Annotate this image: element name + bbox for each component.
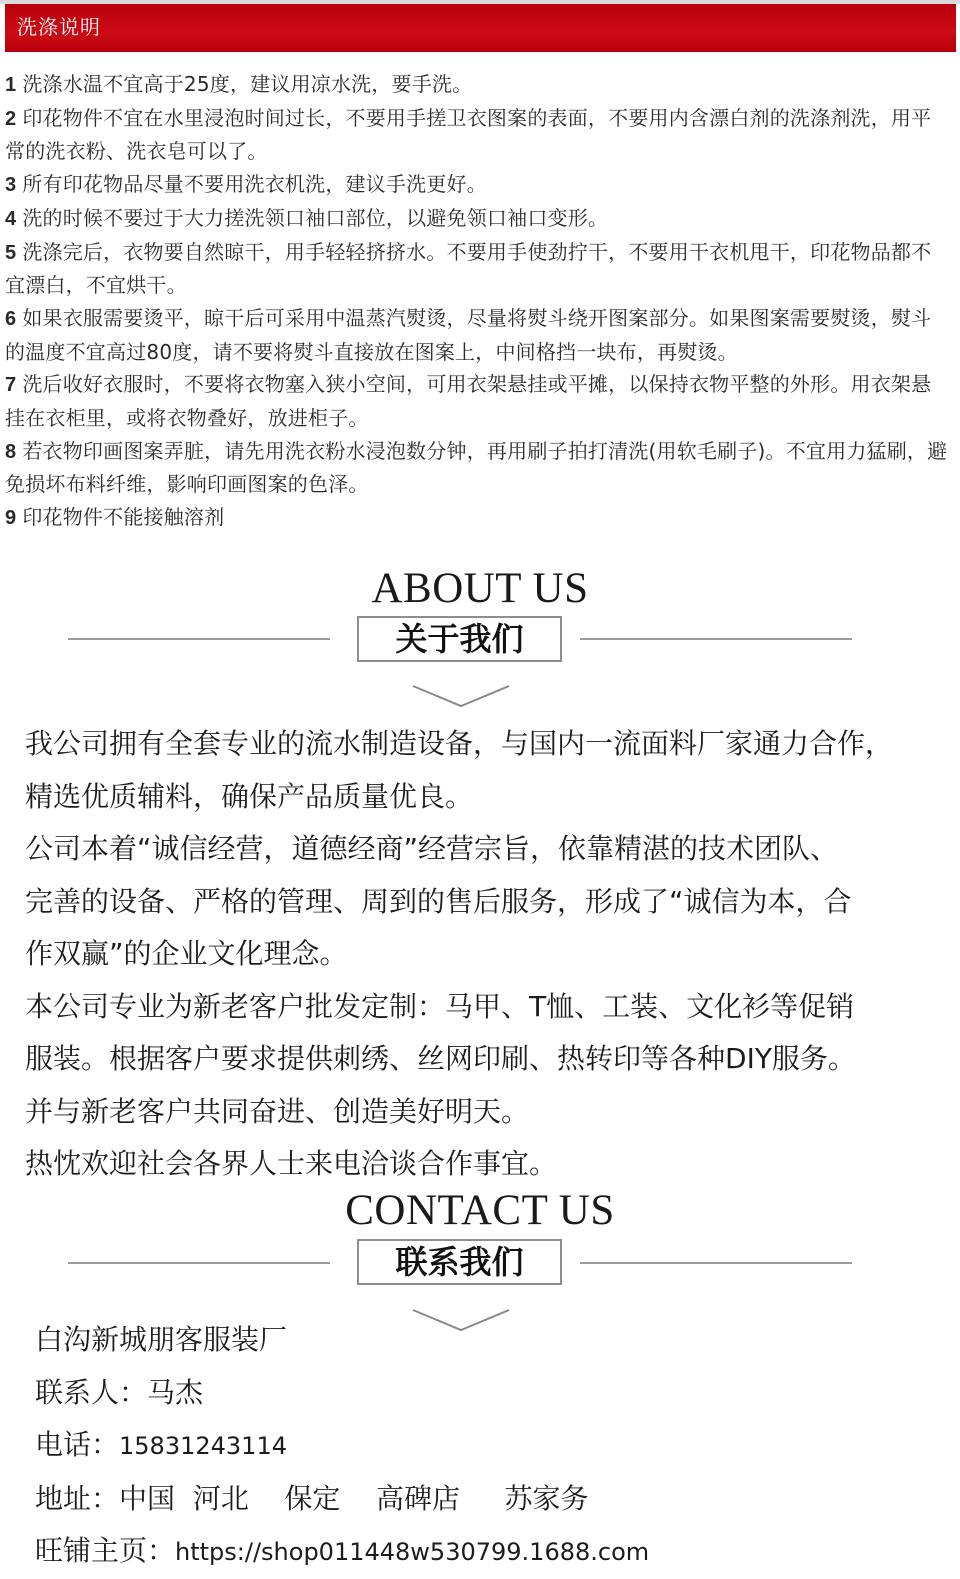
phone-row: 电话：15831243114 bbox=[35, 1428, 287, 1461]
wash-header-title: 洗涤说明 bbox=[17, 15, 101, 39]
about-line: 并与新老客户共同奋进、创造美好明天。 bbox=[25, 1094, 530, 1128]
about-line: 精选优质辅料，确保产品质量优良。 bbox=[25, 779, 474, 813]
about-line: 本公司专业为新老客户批发定制：马甲、T恤、工装、文化衫等促销 bbox=[25, 989, 855, 1023]
address-row: 地址：中国 河北 保定 高碑店 苏家务 bbox=[35, 1481, 589, 1515]
contact-right-rule bbox=[580, 1262, 852, 1264]
contact-info bbox=[35, 1314, 935, 1579]
phone-number: 15831243114 bbox=[119, 1432, 287, 1460]
wash-item: 4 洗的时候不要过于大力搓洗领口袖口部位，以避免领口袖口变形。 bbox=[5, 205, 609, 230]
about-line: 服装。根据客户要求提供刺绣、丝网印刷、热转印等各种DIY服务。 bbox=[25, 1042, 856, 1075]
about-line: 公司本着“诚信经营，道德经商”经营宗旨，依靠精湛的技术团队、 bbox=[25, 832, 839, 865]
wash-item: 6 如果衣服需要烫平，晾干后可采用中温蒸汽熨烫，尽量将熨斗绕开图案部分。如果图案需要熨烫，熨斗的温度不宜高过80度，请不要将熨斗直接放在图案上，中间格挡一块布，再熨烫。 bbox=[5, 305, 932, 364]
about-left-rule bbox=[68, 638, 330, 640]
about-us-title: ABOUT US bbox=[371, 565, 589, 612]
wash-instructions-header bbox=[5, 4, 956, 52]
address: 中国 河北 保定 高碑店 苏家务 bbox=[119, 1481, 589, 1515]
wash-item: 7 洗后收好衣服时，不要将衣物塞入狭小空间，可用衣架悬挂或平摊，以保持衣物平整的外形。用衣架悬挂在衣柜里，或将衣物叠好，放进柜子。 bbox=[5, 372, 932, 431]
wash-item: 1 洗涤水温不宜高于25度，建议用凉水洗，要手洗。 bbox=[5, 72, 473, 96]
about-line: 完善的设备、严格的管理、周到的售后服务，形成了“诚信为本，合 bbox=[25, 884, 852, 918]
wash-item: 2 印花物件不宜在水里浸泡时间过长，不要用手搓卫衣图案的表面，不要用内含漂白剂的洗涤剂洗，用平常的洗衣粉、洗衣皂可以了。 bbox=[5, 105, 932, 164]
chevron-down-icon bbox=[411, 684, 511, 710]
shop-url-link[interactable]: https://shop011448w530799.1688.com bbox=[175, 1538, 650, 1566]
contact-us-subtitle: 联系我们 bbox=[357, 1239, 562, 1285]
about-line: 作双赢”的企业文化理念。 bbox=[25, 937, 348, 970]
about-line: 我公司拥有全套专业的流水制造设备，与国内一流面料厂家通力合作， bbox=[25, 727, 894, 760]
contact-person-row: 联系人：马杰 bbox=[35, 1375, 204, 1409]
contact-person: 马杰 bbox=[147, 1375, 204, 1409]
wash-item: 5 洗涤完后，衣物要自然晾干，用手轻轻挤挤水。不要用手使劲拧干，不要用干衣机甩干，印花物品都不宜漂白，不宜烘干。 bbox=[5, 239, 932, 298]
contact-left-rule bbox=[68, 1262, 330, 1264]
contact-us-title: CONTACT US bbox=[345, 1187, 615, 1234]
about-us-body bbox=[25, 718, 945, 1191]
wash-item: 9 印花物件不能接触溶剂 bbox=[5, 505, 225, 530]
about-line: 热忱欢迎社会各界人士来电洽谈合作事宜。 bbox=[25, 1147, 558, 1180]
about-right-rule bbox=[580, 638, 852, 640]
shop-row: 旺铺主页：https://shop011448w530799.1688.com bbox=[35, 1534, 650, 1567]
wash-item: 3 所有印花物品尽量不要用洗衣机洗，建议手洗更好。 bbox=[5, 172, 487, 197]
company-name: 白沟新城朋客服装厂 bbox=[35, 1323, 288, 1356]
wash-instructions-list bbox=[5, 68, 950, 535]
about-us-subtitle: 关于我们 bbox=[357, 616, 562, 662]
wash-item: 8 若衣物印画图案弄脏，请先用洗衣粉水浸泡数分钟，再用刷子拍打清洗(用软毛刷子)。不宜用力猛刷，避免损坏布料纤维，影响印画图案的色泽。 bbox=[5, 438, 948, 497]
